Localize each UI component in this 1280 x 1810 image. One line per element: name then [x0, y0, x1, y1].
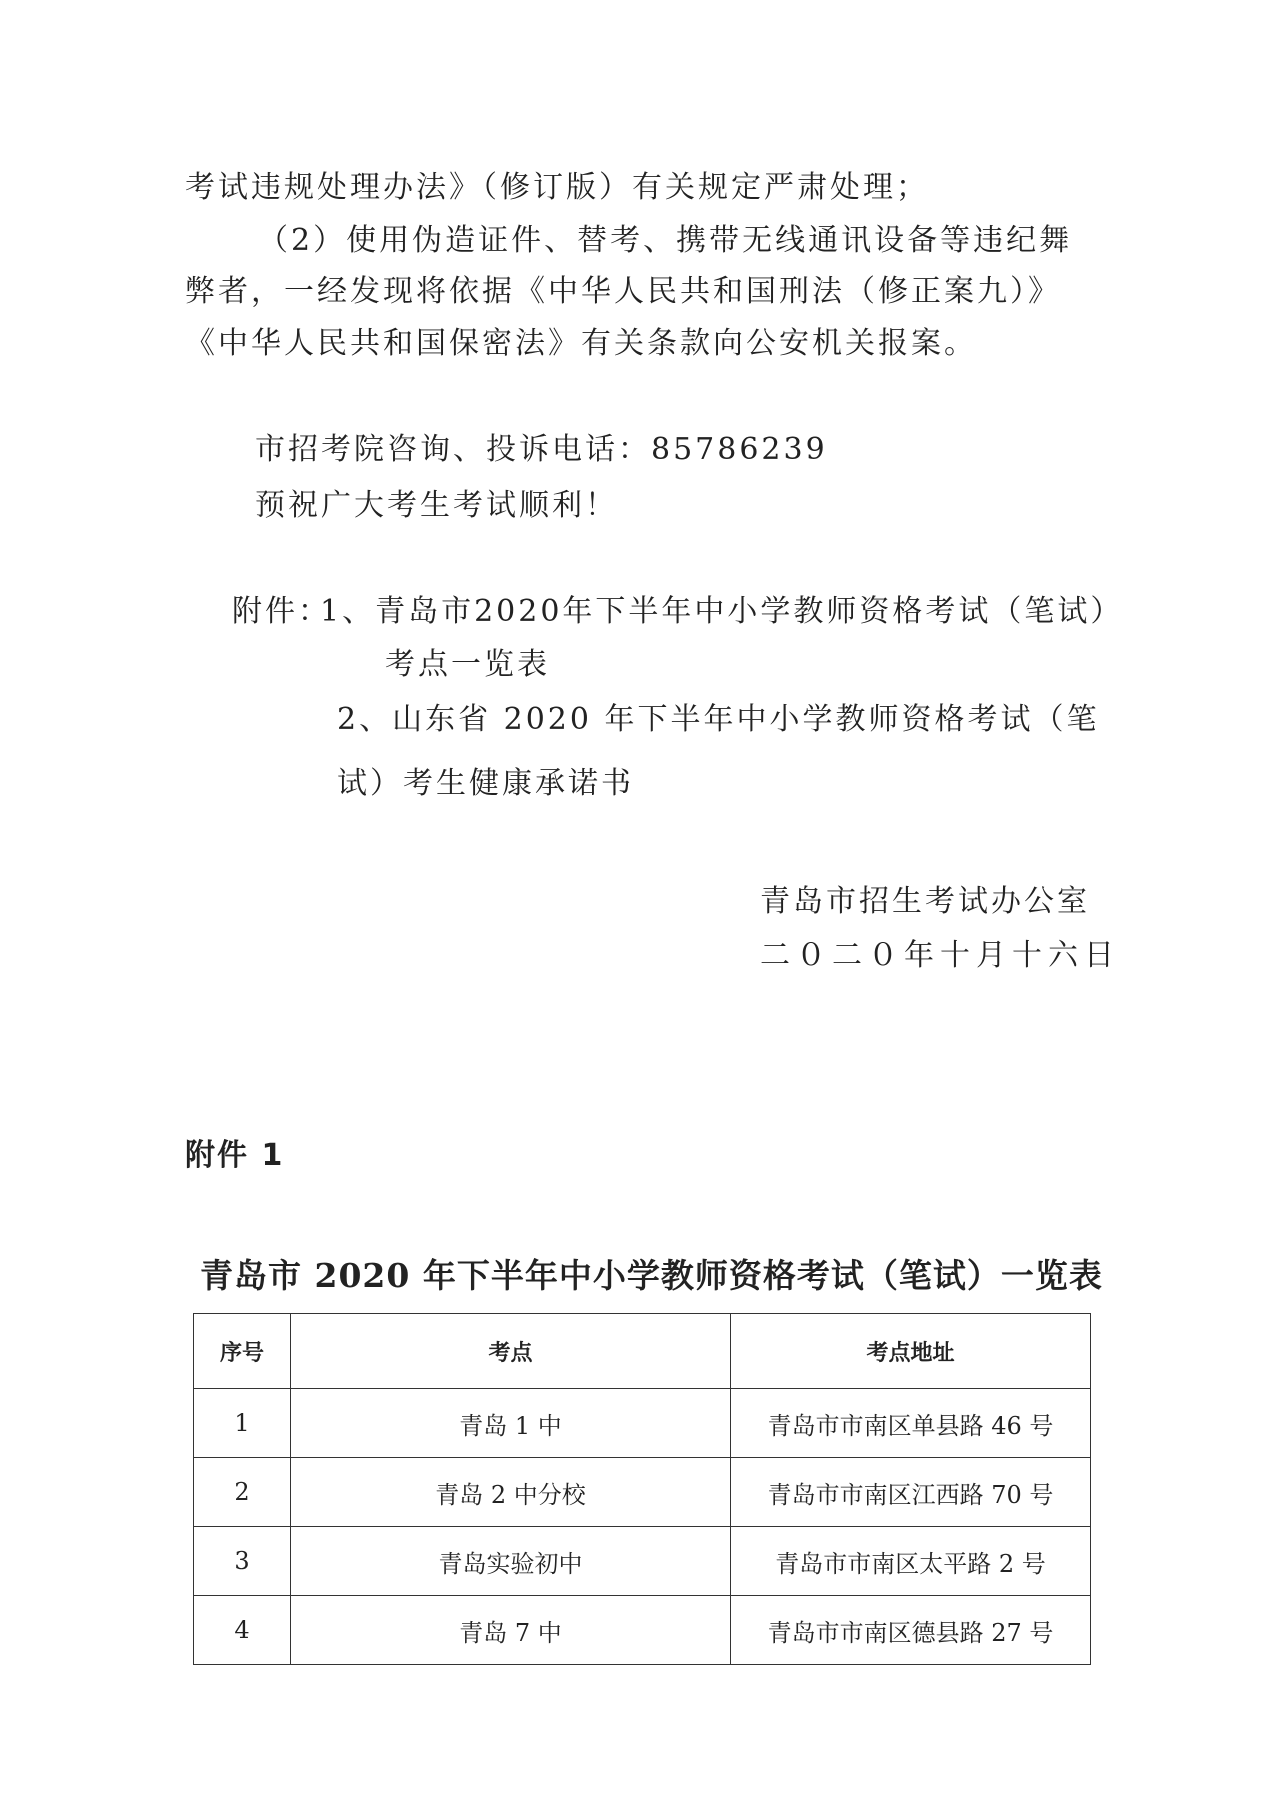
table-row — [194, 1458, 1091, 1527]
attachment-1-line-2: 考点一览表 — [385, 647, 550, 682]
header-address: 考点地址 — [731, 1314, 1091, 1389]
cell-site: 青岛 7 中 — [291, 1596, 731, 1665]
table-row — [194, 1527, 1091, 1596]
paragraph-1-line-1: 考试违规处理办法》（修订版）有关规定严肃处理； — [185, 170, 929, 205]
attachment-2-line-2: 试）考生健康承诺书 — [337, 766, 634, 801]
table-title: 青岛市 2020 年下半年中小学教师资格考试（笔试）一览表 — [200, 1256, 1103, 1295]
cell-site: 青岛实验初中 — [291, 1527, 731, 1596]
exam-sites-table — [193, 1313, 1091, 1665]
wish-line: 预祝广大考生考试顺利！ — [255, 488, 618, 523]
contact-phone-line: 市招考院咨询、投诉电话：85786239 — [255, 432, 828, 467]
cell-index: 1 — [194, 1389, 291, 1458]
table-row — [194, 1389, 1091, 1458]
attachments-prefix: 附件： — [232, 594, 331, 629]
table-row — [194, 1596, 1091, 1665]
cell-address: 青岛市市南区德县路 27 号 — [731, 1596, 1091, 1665]
header-index: 序号 — [194, 1314, 291, 1389]
attachment-1-label: 附件 1 — [185, 1138, 285, 1173]
cell-address: 青岛市市南区单县路 46 号 — [731, 1389, 1091, 1458]
cell-site: 青岛 1 中 — [291, 1389, 731, 1458]
attachment-1-line-1: 1、青岛市2020年下半年中小学教师资格考试（笔试） — [320, 594, 1124, 629]
header-site: 考点 — [291, 1314, 731, 1389]
signature-organization: 青岛市招生考试办公室 — [760, 884, 1090, 919]
paragraph-2-line-3: 《中华人民共和国保密法》有关条款向公安机关报案。 — [185, 326, 977, 361]
cell-index: 3 — [194, 1527, 291, 1596]
cell-address: 青岛市市南区江西路 70 号 — [731, 1458, 1091, 1527]
cell-index: 2 — [194, 1458, 291, 1527]
signature-date: 二０二０年十月十六日 — [760, 938, 1120, 973]
paragraph-2-line-2: 弊者，一经发现将依据《中华人民共和国刑法（修正案九）》 — [185, 274, 1061, 309]
attachment-2-line-1: 2、山东省 2020 年下半年中小学教师资格考试（笔 — [337, 702, 1100, 737]
cell-index: 4 — [194, 1596, 291, 1665]
cell-address: 青岛市市南区太平路 2 号 — [731, 1527, 1091, 1596]
cell-site: 青岛 2 中分校 — [291, 1458, 731, 1527]
paragraph-2-line-1: （2）使用伪造证件、替考、携带无线通讯设备等违纪舞 — [258, 223, 1073, 258]
table-header-row — [194, 1314, 1091, 1389]
